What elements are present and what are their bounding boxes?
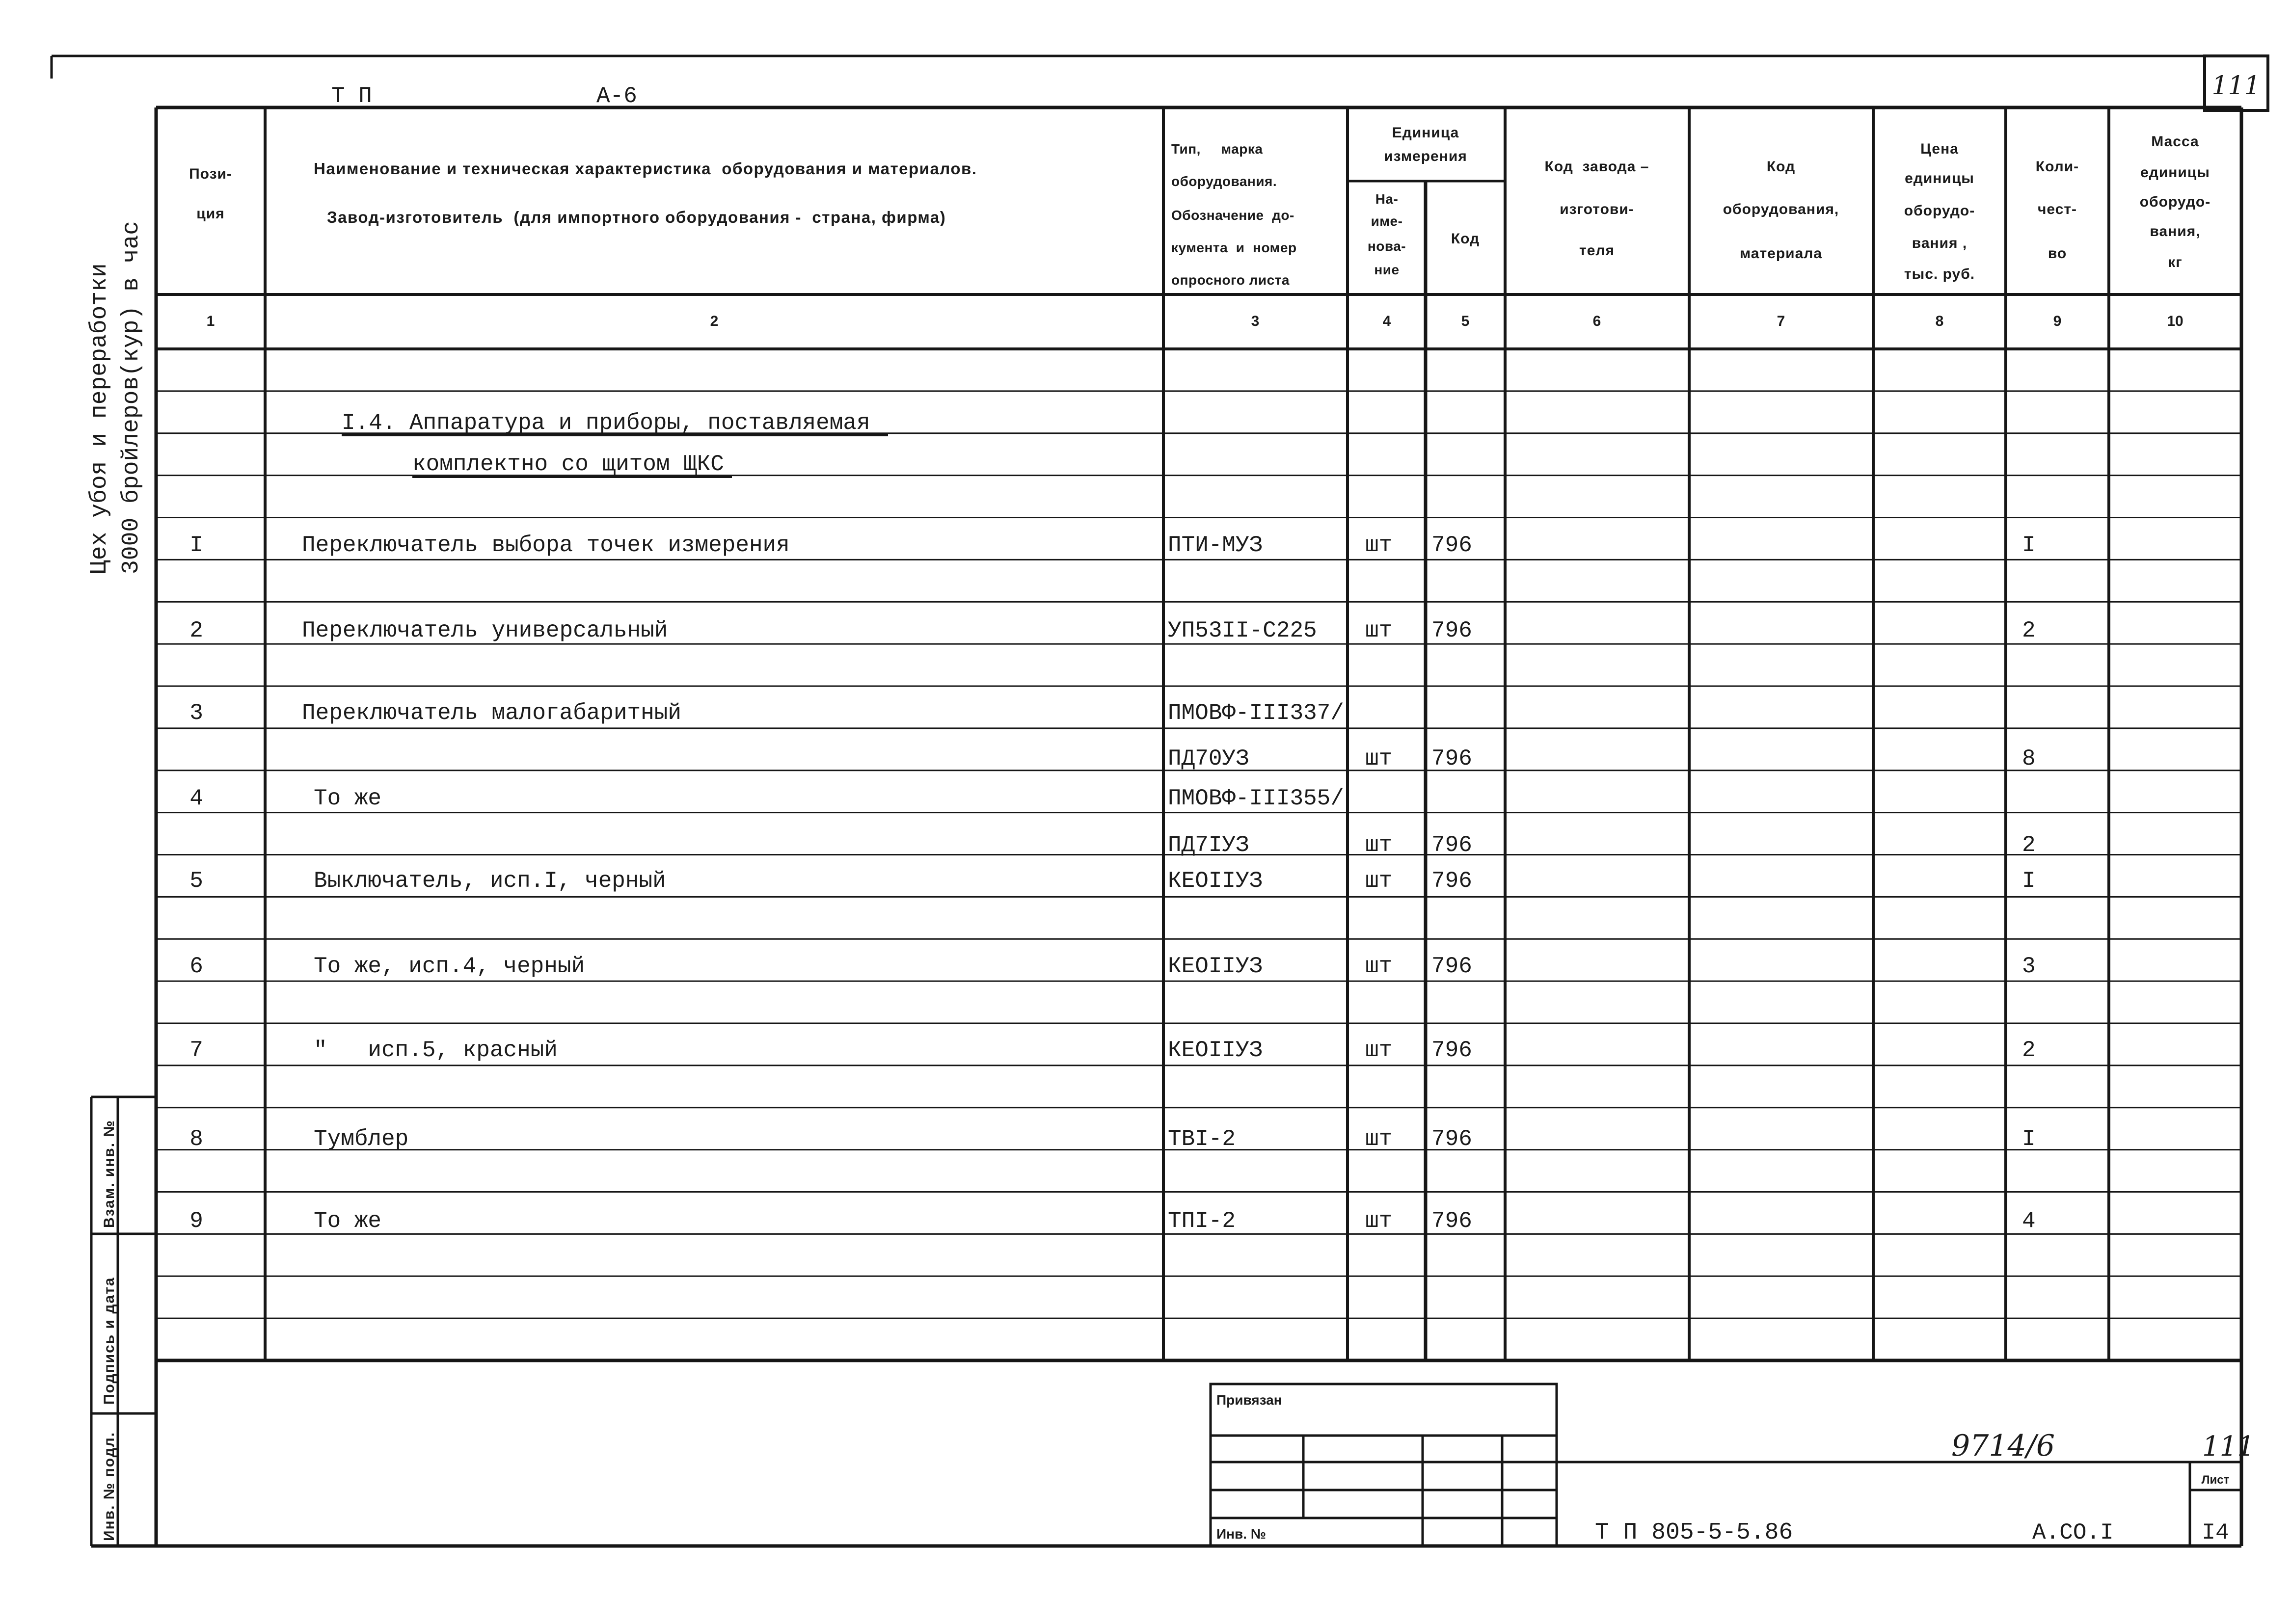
- row-position: 4: [189, 786, 203, 811]
- header-quantity-2: чест-: [2037, 201, 2077, 217]
- row-position: I: [189, 532, 203, 558]
- stamp-original-inventory-label: Инв. № подл.: [101, 1431, 117, 1541]
- corner-sheet-mark: 111: [2211, 71, 2261, 101]
- header-mass-1: Масса: [2151, 133, 2199, 150]
- row-unit-code: 796: [1431, 868, 1472, 894]
- header-mass-3: оборудо-: [2139, 194, 2211, 210]
- side-title-line2: 3000 бройлеров(кур) в час: [118, 220, 145, 574]
- header-name-1: Наименование и техническая характеристика оборудования и материалов.: [314, 160, 977, 178]
- row-unit: шт: [1365, 1038, 1393, 1063]
- table-grid: [91, 107, 2241, 1546]
- album-label: А-6: [596, 83, 637, 109]
- sheet-number: I4: [2202, 1520, 2229, 1545]
- section-heading-line2: комплектно со щитом ЩКС: [412, 452, 724, 477]
- header-price-3: оборудо-: [1904, 203, 1975, 219]
- header-price-1: Цена: [1920, 141, 1959, 157]
- handwritten-sheet-number: 111: [2202, 1431, 2255, 1463]
- row-position: 6: [189, 954, 203, 979]
- header-type-3: Обозначение до-: [1171, 208, 1294, 223]
- row-name: Переключатель универсальный: [302, 618, 668, 643]
- row-name: То же, исп.4, черный: [314, 954, 585, 979]
- table-row: [189, 868, 2035, 894]
- series-label: Т П: [331, 83, 372, 109]
- header-type-4: кумента и номер: [1171, 240, 1297, 255]
- header-unit-code: Код: [1451, 231, 1480, 247]
- row-unit-code: 796: [1431, 1208, 1472, 1234]
- header-factory-code-2: изготови-: [1560, 201, 1634, 217]
- header-equipment-code-3: материала: [1739, 245, 1823, 262]
- row-unit: шт: [1365, 746, 1393, 772]
- row-unit: шт: [1365, 1208, 1393, 1234]
- table-row: [189, 1126, 2035, 1152]
- row-type: ТВI-2: [1168, 1126, 1236, 1152]
- column-number: 8: [1935, 313, 1944, 329]
- header-mass-4: вания,: [2150, 223, 2201, 240]
- section-heading-line1: I.4. Аппаратура и приборы, поставляемая: [342, 410, 870, 436]
- table-row: [189, 1208, 2035, 1234]
- row-unit-code: 796: [1431, 832, 1472, 858]
- table-row: [189, 532, 2035, 558]
- side-title-line1: Цех убоя и переработки: [86, 263, 113, 574]
- header-equipment-code-1: Код: [1766, 159, 1796, 175]
- row-quantity: 8: [2022, 746, 2036, 772]
- row-unit-code: 796: [1431, 954, 1472, 979]
- table-header: [189, 125, 2210, 288]
- row-unit-code: 796: [1431, 618, 1472, 643]
- row-unit: шт: [1365, 1126, 1393, 1152]
- row-type: КЕОIIУЗ: [1168, 954, 1263, 979]
- document-number: 9714/6: [1951, 1429, 2055, 1463]
- row-name: Переключатель малогабаритный: [302, 700, 681, 726]
- stamp-signature-date-label: Подпись и дата: [101, 1277, 117, 1405]
- header-type-5: опросного листа: [1171, 272, 1290, 288]
- column-number: 2: [710, 313, 719, 329]
- row-position: 7: [189, 1038, 203, 1063]
- header-mass-2: единицы: [2140, 164, 2210, 181]
- row-name: Переключатель выбора точек измерения: [302, 532, 790, 558]
- row-type: УП53II-С225: [1168, 618, 1317, 643]
- row-quantity: 2: [2022, 618, 2036, 643]
- header-quantity-1: Коли-: [2035, 159, 2079, 175]
- row-unit: шт: [1365, 954, 1393, 979]
- header-price-5: тыс. руб.: [1904, 266, 1975, 282]
- header-price-2: единицы: [1905, 170, 1974, 186]
- project-designation: Т П 805-5-5.86: [1595, 1519, 1793, 1546]
- row-type: ТПI-2: [1168, 1208, 1236, 1234]
- column-numbers: [207, 313, 2183, 329]
- document-set-code: А.СО.I: [2032, 1520, 2114, 1545]
- header-equipment-code-2: оборудования,: [1723, 201, 1839, 217]
- header-mass-5: кг: [2168, 254, 2183, 270]
- row-quantity: 2: [2022, 1038, 2036, 1063]
- row-unit: шт: [1365, 832, 1393, 858]
- row-unit-code: 796: [1431, 1038, 1472, 1063]
- header-factory-code-1: Код завода –: [1544, 159, 1649, 175]
- row-type: КЕОIIУЗ: [1168, 1038, 1263, 1063]
- header-unit-name-2: име-: [1371, 213, 1403, 229]
- column-number: 1: [206, 313, 215, 329]
- sheet-frame: [52, 56, 2268, 110]
- row-name: То же: [314, 1208, 382, 1234]
- column-number: 6: [1592, 313, 1601, 329]
- row-position: 8: [189, 1126, 203, 1152]
- column-number: 10: [2167, 313, 2183, 329]
- header-unit-name-3: нова-: [1367, 239, 1406, 254]
- row-name: То же: [314, 786, 382, 811]
- column-number: 7: [1777, 313, 1785, 329]
- header-type-2: оборудования.: [1171, 174, 1277, 189]
- row-quantity: 3: [2022, 954, 2036, 979]
- row-type: ПТИ-МУЗ: [1168, 532, 1263, 558]
- table-row: [189, 786, 2035, 858]
- header-position-1: Пози-: [189, 166, 232, 182]
- attached-label: Привязан: [1216, 1392, 1282, 1408]
- row-unit: шт: [1365, 868, 1393, 894]
- row-unit-code: 796: [1431, 532, 1472, 558]
- row-unit-code: 796: [1431, 1126, 1472, 1152]
- row-type: ПМОВФ-III355/: [1168, 786, 1344, 811]
- table-row: [189, 700, 2035, 772]
- row-position: 5: [189, 868, 203, 894]
- table-row: [189, 618, 2035, 643]
- table-row: [189, 1038, 2035, 1063]
- header-type-1: Тип, марка: [1171, 141, 1263, 157]
- sheet-label: Лист: [2201, 1473, 2230, 1487]
- row-type-continued: ПД7IУЗ: [1168, 832, 1249, 858]
- row-name: " исп.5, красный: [314, 1038, 558, 1063]
- row-quantity: I: [2022, 532, 2036, 558]
- column-number: 4: [1382, 313, 1391, 329]
- header-unit-name-4: ние: [1374, 262, 1400, 277]
- attached-block-grid: [1211, 1384, 1557, 1546]
- header-unit-group-1: Единица: [1392, 125, 1459, 141]
- stamp-replaced-inventory-label: Взам. инв. №: [101, 1119, 117, 1228]
- header-unit-name-1: На-: [1375, 191, 1399, 207]
- row-position: 9: [189, 1208, 203, 1234]
- header-quantity-3: во: [2048, 245, 2067, 262]
- header-price-4: вания ,: [1912, 235, 1968, 251]
- row-quantity: 2: [2022, 832, 2036, 858]
- row-name: Тумблер: [314, 1126, 409, 1152]
- row-name: Выключатель, исп.I, черный: [314, 868, 666, 894]
- row-type: ПМОВФ-III337/: [1168, 700, 1344, 726]
- column-number: 5: [1461, 313, 1470, 329]
- row-unit: шт: [1365, 618, 1393, 643]
- row-quantity: I: [2022, 1126, 2036, 1152]
- header-name-2: Завод-изготовитель (для импортного оборудования - страна, фирма): [327, 208, 946, 226]
- inventory-number-label: Инв. №: [1216, 1526, 1267, 1542]
- row-quantity: 4: [2022, 1208, 2036, 1234]
- row-unit-code: 796: [1431, 746, 1472, 772]
- row-quantity: I: [2022, 868, 2036, 894]
- row-type: КЕОIIУЗ: [1168, 868, 1263, 894]
- row-type-continued: ПД70УЗ: [1168, 746, 1249, 772]
- row-unit: шт: [1365, 532, 1393, 558]
- row-position: 2: [189, 618, 203, 643]
- table-row: [189, 954, 2035, 979]
- header-position-2: ция: [196, 206, 225, 222]
- header-unit-group-2: измерения: [1384, 148, 1467, 164]
- row-position: 3: [189, 700, 203, 726]
- column-number: 3: [1251, 313, 1260, 329]
- header-factory-code-3: теля: [1579, 242, 1615, 259]
- column-number: 9: [2053, 313, 2062, 329]
